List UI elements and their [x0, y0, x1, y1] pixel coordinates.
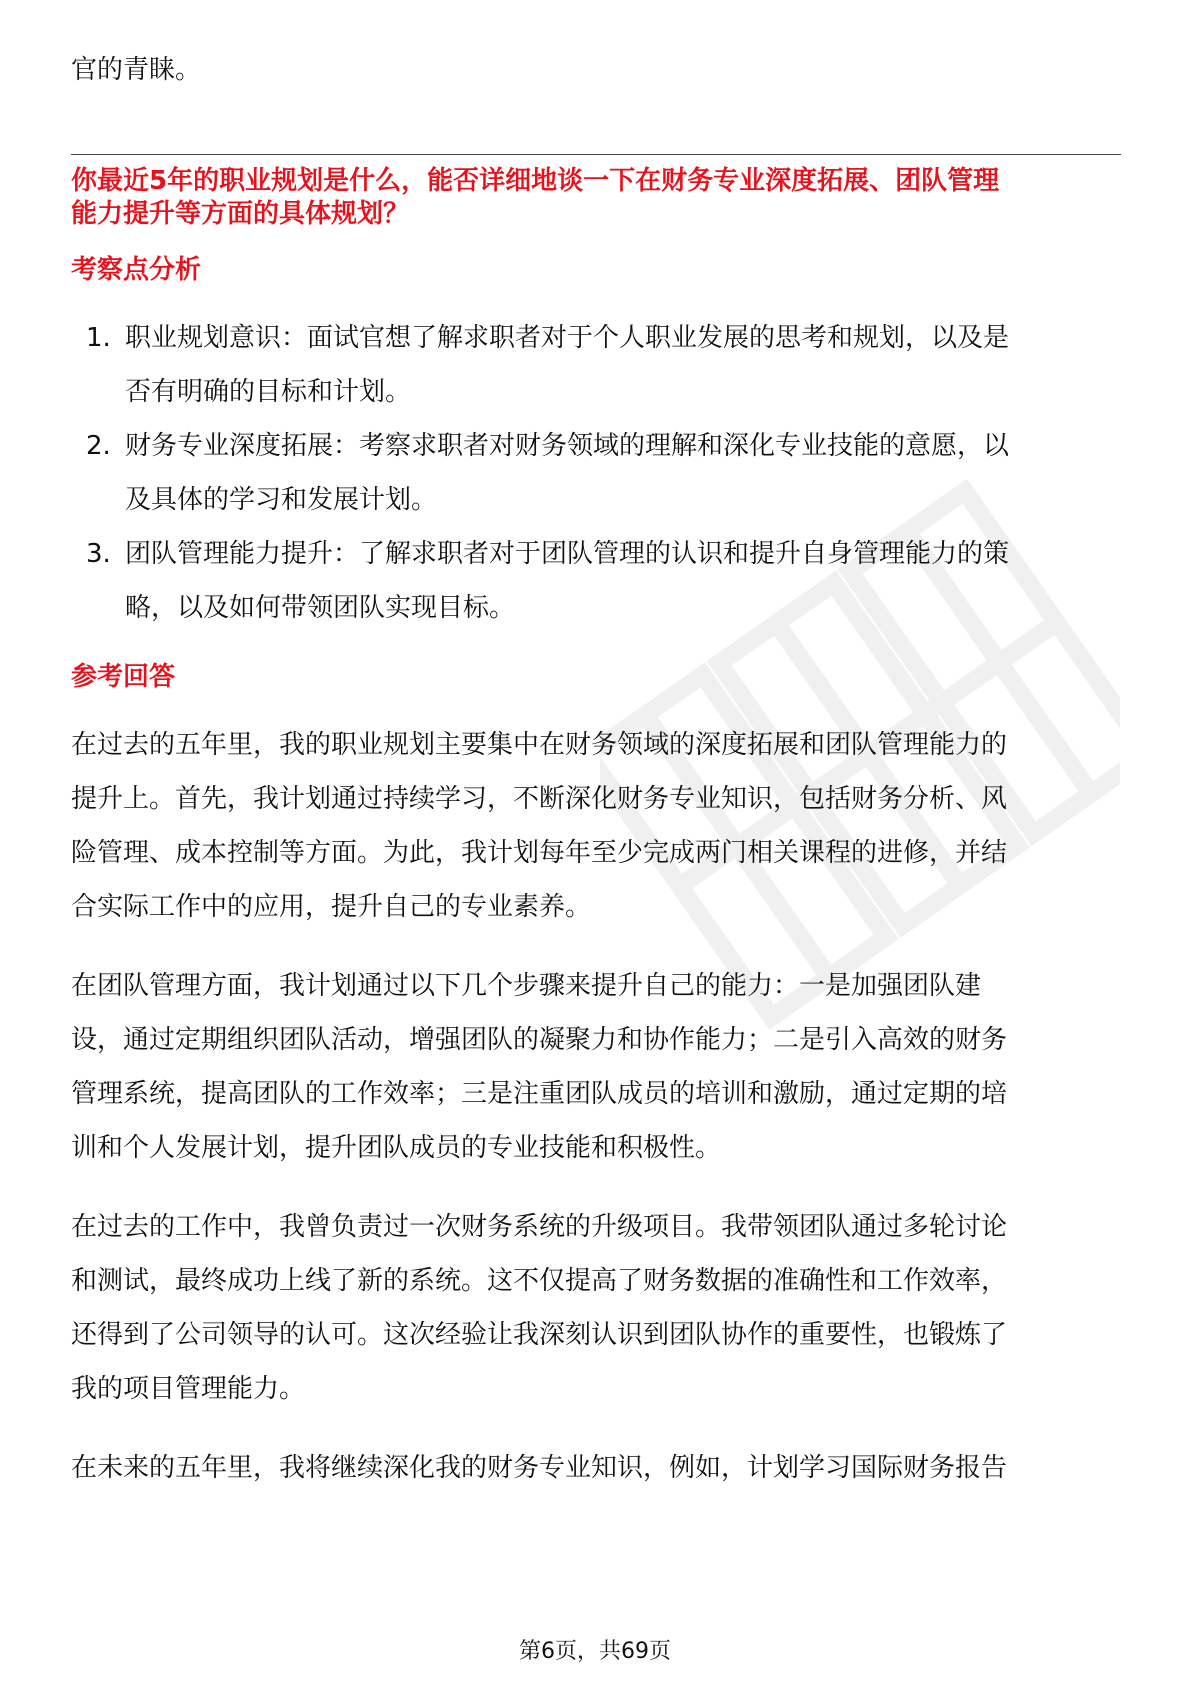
list-item-line: 职业规划意识：面试官想了解求职者对于个人职业发展的思考和规划，以及是	[125, 323, 1010, 353]
paragraph-line: 设，通过定期组织团队活动，增强团队的凝聚力和协作能力；二是引入高效的财务	[71, 1025, 1008, 1055]
list-item-line: 否有明确的目标和计划。	[125, 377, 412, 407]
paragraph-line: 训和个人发展计划，提升团队成员的专业技能和积极性。	[71, 1133, 722, 1163]
list-item-line: 财务专业深度拓展：考察求职者对财务领域的理解和深化专业技能的意愿，以	[125, 431, 1010, 461]
paragraph-line: 合实际工作中的应用，提升自己的专业素养。	[71, 892, 592, 922]
top-fragment: 官的青睐。	[71, 55, 202, 85]
list-item-line: 团队管理能力提升：了解求职者对于团队管理的认识和提升自身管理能力的策	[125, 539, 1010, 569]
divider	[71, 154, 1121, 155]
list-item-line: 及具体的学习和发展计划。	[125, 485, 438, 515]
list-item-line: 略，以及如何带领团队实现目标。	[125, 593, 516, 623]
paragraph-line: 和测试，最终成功上线了新的系统。这不仅提高了财务数据的准确性和工作效率，	[71, 1266, 1008, 1296]
list-number: 1.	[86, 323, 111, 353]
paragraph-line: 提升上。首先，我计划通过持续学习，不断深化财务专业知识，包括财务分析、风	[71, 784, 1008, 814]
paragraph-line: 在团队管理方面，我计划通过以下几个步骤来提升自己的能力：一是加强团队建	[71, 971, 982, 1001]
paragraph-line: 我的项目管理能力。	[71, 1374, 306, 1404]
paragraph-line: 还得到了公司领导的认可。这次经验让我深刻认识到团队协作的重要性，也锻炼了	[71, 1320, 1008, 1350]
list-number: 3.	[86, 539, 111, 569]
answer-heading: 参考回答	[71, 662, 176, 692]
page-number-footer: 第6页，共69页	[519, 1639, 671, 1664]
paragraph-line: 管理系统，提高团队的工作效率；三是注重团队成员的培训和激励，通过定期的培	[71, 1079, 1008, 1109]
paragraph-line: 在过去的五年里，我的职业规划主要集中在财务领域的深度拓展和团队管理能力的	[71, 730, 1008, 760]
list-number: 2.	[86, 431, 111, 461]
question-line-2: 能力提升等方面的具体规划？	[71, 199, 410, 229]
paragraph-line: 在未来的五年里，我将继续深化我的财务专业知识，例如，计划学习国际财务报告	[71, 1453, 1008, 1483]
paragraph-line: 险管理、成本控制等方面。为此，我计划每年至少完成两门相关课程的进修，并结	[71, 838, 1008, 868]
paragraph-line: 在过去的工作中，我曾负责过一次财务系统的升级项目。我带领团队通过多轮讨论	[71, 1212, 1008, 1242]
question-line-1: 你最近5年的职业规划是什么，能否详细地谈一下在财务专业深度拓展、团队管理	[71, 166, 1000, 196]
analysis-heading: 考察点分析	[71, 255, 202, 285]
